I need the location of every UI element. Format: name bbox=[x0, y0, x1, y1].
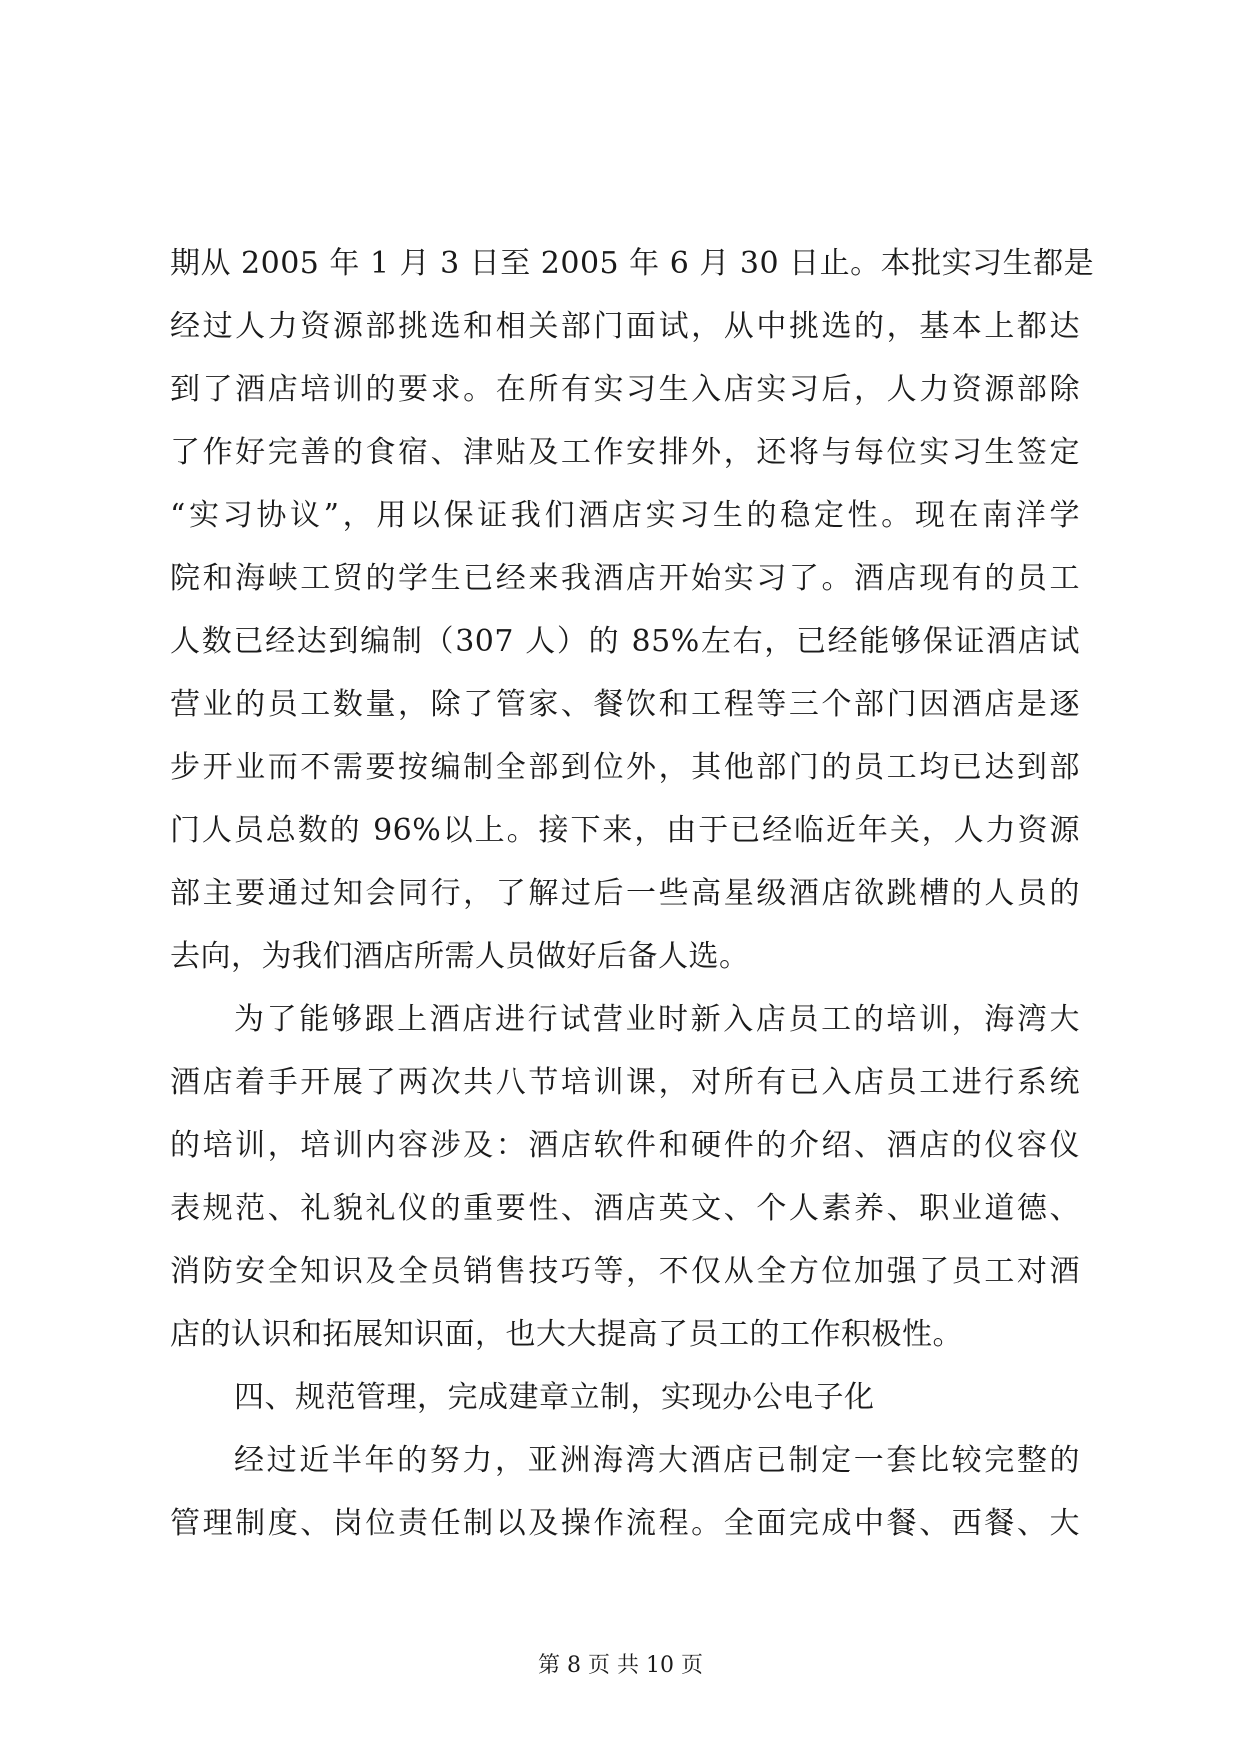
text-line: 去向，为我们酒店所需人员做好后备人选。 bbox=[170, 939, 750, 974]
text-line: 的培训，培训内容涉及：酒店软件和硬件的介绍、酒店的仪容仪 bbox=[170, 1128, 1080, 1163]
text-line: 管理制度、岗位责任制以及操作流程。全面完成中餐、西餐、大 bbox=[170, 1506, 1080, 1541]
text-line: 店的认识和拓展知识面，也大大提高了员工的工作积极性。 bbox=[170, 1317, 963, 1352]
text-line: 人数已经达到编制（307 人）的 85%左右，已经能够保证酒店试 bbox=[170, 624, 1080, 659]
text-line: 表规范、礼貌礼仪的重要性、酒店英文、个人素养、职业道德、 bbox=[170, 1191, 1080, 1226]
text-line: 门人员总数的 96%以上。接下来，由于已经临近年关，人力资源 bbox=[170, 813, 1080, 848]
text-line: 为了能够跟上酒店进行试营业时新入店员工的培训，海湾大 bbox=[234, 1002, 1080, 1037]
text-line: 了作好完善的食宿、津贴及工作安排外，还将与每位实习生签定 bbox=[170, 435, 1080, 470]
text-line: 院和海峡工贸的学生已经来我酒店开始实习了。酒店现有的员工 bbox=[170, 561, 1080, 596]
text-line: 部主要通过知会同行，了解过后一些高星级酒店欲跳槽的人员的 bbox=[170, 876, 1080, 911]
text-line: 营业的员工数量，除了管家、餐饮和工程等三个部门因酒店是逐 bbox=[170, 687, 1080, 722]
text-line: 经过近半年的努力，亚洲海湾大酒店已制定一套比较完整的 bbox=[234, 1443, 1080, 1478]
text-line: 期从 2005 年 1 月 3 日至 2005 年 6 月 30 日止。本批实习生都是 bbox=[170, 246, 1095, 281]
section-heading: 四、规范管理，完成建章立制，实现办公电子化 bbox=[234, 1380, 875, 1415]
text-line: 酒店着手开展了两次共八节培训课，对所有已入店员工进行系统 bbox=[170, 1065, 1080, 1100]
text-line: 经过人力资源部挑选和相关部门面试，从中挑选的，基本上都达 bbox=[170, 309, 1080, 344]
text-line: 步开业而不需要按编制全部到位外，其他部门的员工均已达到部 bbox=[170, 750, 1080, 785]
text-line: 到了酒店培训的要求。在所有实习生入店实习后，人力资源部除 bbox=[170, 372, 1080, 407]
text-line: 消防安全知识及全员销售技巧等，不仅从全方位加强了员工对酒 bbox=[170, 1254, 1080, 1289]
page-number-footer: 第 8 页 共 10 页 bbox=[538, 1653, 703, 1678]
document-body bbox=[170, 232, 1095, 1555]
text-line: “实习协议”，用以保证我们酒店实习生的稳定性。现在南洋学 bbox=[170, 498, 1080, 533]
